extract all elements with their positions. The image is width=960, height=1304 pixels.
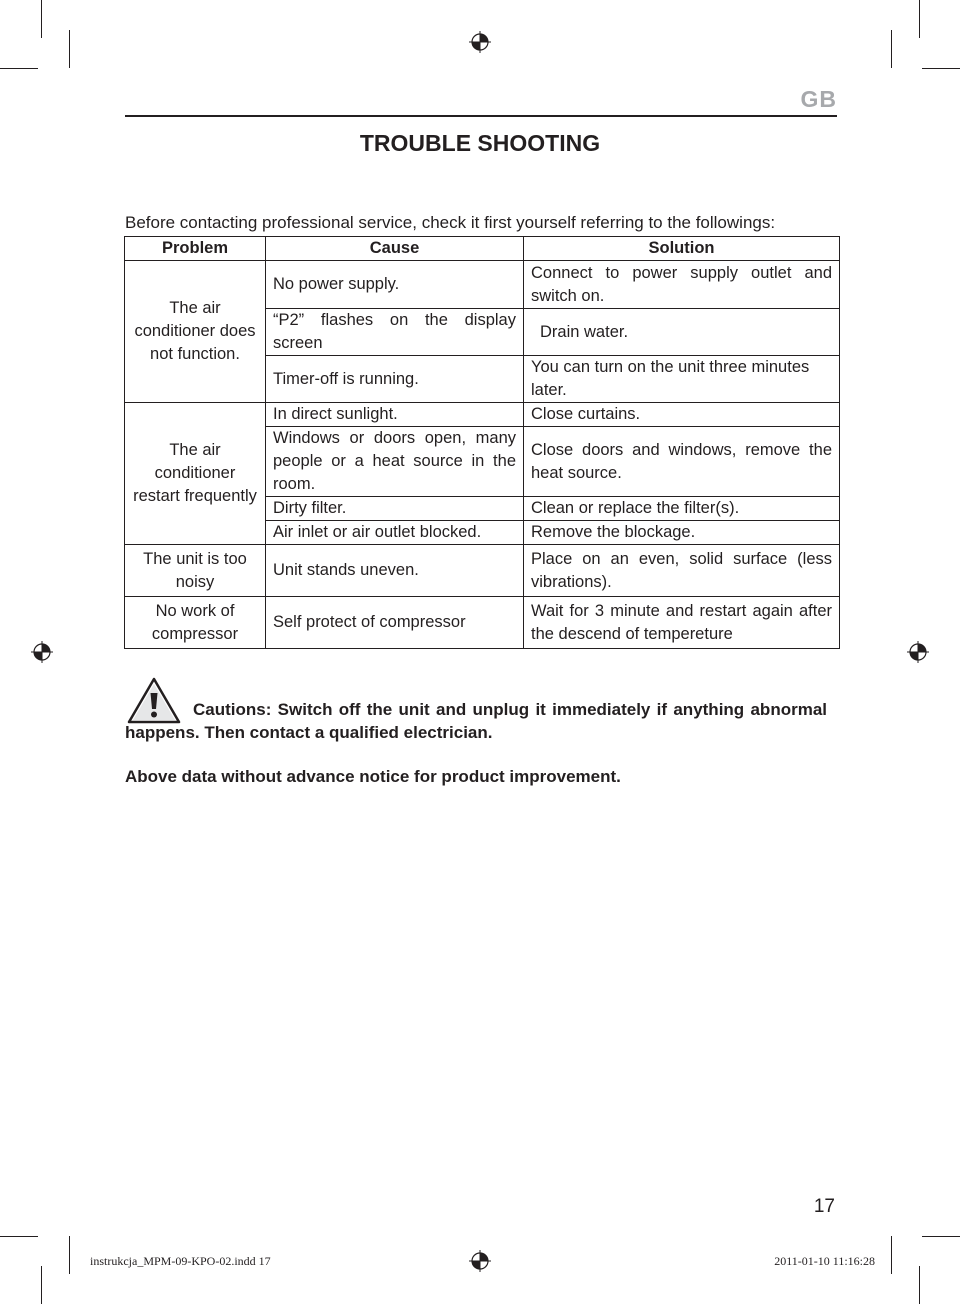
solution-cell: Wait for 3 minute and restart again after the descend of tempereture [524, 597, 840, 649]
solution-cell: Close curtains. [524, 403, 840, 427]
table-row [125, 261, 840, 309]
crop-mark [922, 68, 960, 69]
problem-cell: The unit is too noisy [125, 545, 266, 597]
registration-mark-icon [469, 1250, 491, 1272]
crop-mark [919, 0, 920, 38]
crop-mark [41, 0, 42, 38]
crop-mark [891, 1236, 892, 1274]
solution-cell: You can turn on the unit three minutes later. [524, 356, 840, 403]
caution-text: Cautions: Switch off the unit and unplug it immediately if anything abnormal happens. Then contact a qualified electrician. [125, 700, 827, 742]
table-row [125, 597, 840, 649]
cause-cell: Dirty filter. [266, 497, 524, 521]
crop-mark [891, 30, 892, 68]
intro-text: Before contacting professional service, check it first yourself referring to the followings: [125, 213, 776, 232]
registration-mark-icon [469, 31, 491, 53]
crop-mark [0, 68, 38, 69]
problem-cell: The air conditioner restart frequently [125, 403, 266, 545]
crop-mark [41, 1266, 42, 1304]
cause-cell: “P2” flashes on the display screen [266, 309, 524, 356]
notice-text: Above data without advance notice for product improvement. [125, 767, 621, 786]
cause-cell: Windows or doors open, many people or a heat source in the room. [266, 427, 524, 497]
cause-cell: Self protect of compressor [266, 597, 524, 649]
column-header-problem: Problem [125, 237, 266, 261]
language-label: GB [800, 86, 837, 112]
footer-file-name: instrukcja_MPM-09-KPO-02.indd 17 [90, 1254, 271, 1268]
solution-cell: Remove the blockage. [524, 521, 840, 545]
page-number: 17 [813, 1196, 835, 1217]
column-header-solution: Solution [524, 237, 840, 261]
registration-mark-icon [31, 641, 53, 663]
solution-cell: Clean or replace the filter(s). [524, 497, 840, 521]
cause-cell: No power supply. [266, 261, 524, 309]
page-title: TROUBLE SHOOTING [359, 130, 601, 156]
solution-cell: Connect to power supply outlet and switch on. [524, 261, 840, 309]
header-rule [125, 115, 837, 117]
cause-cell: Air inlet or air outlet blocked. [266, 521, 524, 545]
crop-mark [0, 1236, 38, 1237]
crop-mark [69, 30, 70, 68]
problem-cell: No work of compressor [125, 597, 266, 649]
table-row [125, 545, 840, 597]
solution-cell: Drain water. [524, 309, 840, 356]
cause-cell: Unit stands uneven. [266, 545, 524, 597]
crop-mark [922, 1236, 960, 1237]
solution-cell: Place on an even, solid surface (less vibrations). [524, 545, 840, 597]
troubleshooting-table [124, 236, 840, 649]
crop-mark [919, 1266, 920, 1304]
table-row [125, 403, 840, 427]
registration-mark-icon [907, 641, 929, 663]
problem-cell: The air conditioner does not function. [125, 261, 266, 403]
crop-mark [69, 1236, 70, 1274]
table-header-row [125, 237, 840, 261]
cause-cell: In direct sunlight. [266, 403, 524, 427]
column-header-cause: Cause [266, 237, 524, 261]
solution-cell: Close doors and windows, remove the heat source. [524, 427, 840, 497]
footer-timestamp: 2011-01-10 11:16:28 [774, 1254, 875, 1268]
cause-cell: Timer-off is running. [266, 356, 524, 403]
